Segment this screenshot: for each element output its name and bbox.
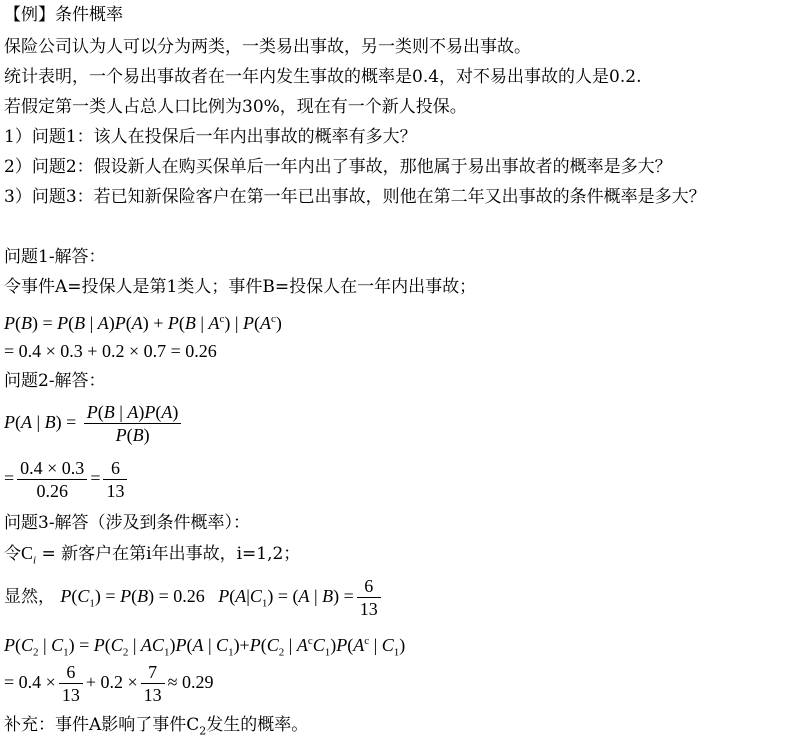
answer-2-bayes-formula [4,400,184,445]
answer-1-heading: 问题1-解答： [4,247,106,267]
answer-3-heading: 问题3-解答（涉及到条件概率）： [4,513,251,533]
answer-3-definition: 令$C_i$ = 新客户在第i年出事故，i=1,2； [4,543,301,567]
intro-line-1: 保险公司认为人可以分为两类，一类易出事故，另一类则不易出事故。 [4,37,531,57]
intro-line-2: 统计表明，一个易出事故者在一年内发生事故的概率是0.4，对不易出事故的人是0.2. [4,67,642,87]
answer-2-fraction: $\frac{P(B | A)P(A)}{P(B)}$ [84,402,182,445]
answer-3-formula: $P(C_2$ | $C_1) = P(C_2$ | $AC_1)P(A$ | $C_1)+P(C_2$ | $A^cC_1)P(A^c$ | $C_1$) [4,635,406,659]
answer-1-formula: P(B) = P(B | A)P(A) + P(B | $A^c$) | $P(A^c)$ [4,313,282,333]
answer-1-computation: = 0.4 × 0.3 + 0.2 × 0.7 = 0.26 [4,341,217,361]
answer-2-heading: 问题2-解答： [4,371,106,391]
intro-line-3: 若假定第一类人占总人口比例为30%，现在有一个新人投保。 [4,97,467,117]
question-3: 3）问题3：若已知新保险客户在第一年已出事故，则他在第二年又出事故的条件概率是多大？ [4,187,706,207]
example-title: 【例】条件概率 [4,5,123,25]
question-2: 2）问题2：假设新人在购买保单后一年内出了事故，那他属于易出事故者的概率是多大？ [4,157,672,177]
answer-1-definition: 令事件A=投保人是第1类人；事件B=投保人在一年内出事故； [4,277,477,297]
answer-2-lhs: P(A | B) = [4,412,77,432]
answer-3-obvious: 显然， $P(C_1) = P(B) = 0.26$ $P(A|C_1) = (A$ | B) = $\frac{6}{13}$ [4,574,384,626]
question-1: 1）问题1：该人在投保后一年内出事故的概率有多大？ [4,127,417,147]
answer-3-result: = 0.4 × $\frac{6}{13}$ + 0.2 × $\frac{7}{13}$ ≈ 0.29 [4,662,214,706]
answer-2-computation: = $\frac{0.4 \times 0.3}{0.26}$ = $\frac{6}{13}$ [4,456,130,501]
supplement-note: 补充：事件A影响了事件$C_2$发生的概率。 [4,715,309,738]
